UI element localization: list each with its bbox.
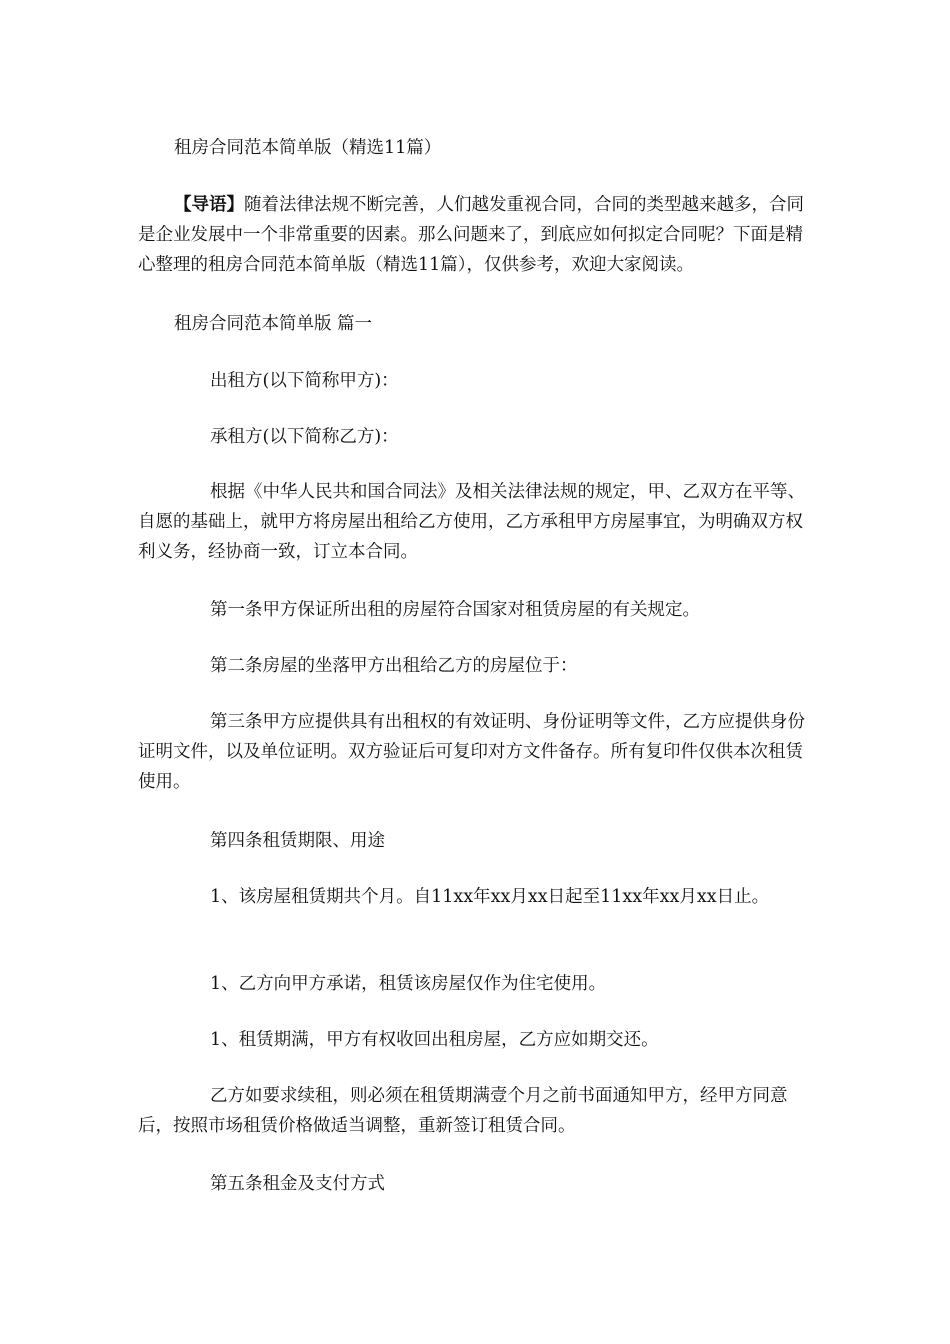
paragraph-preamble: 根据《中华人民共和国合同法》及相关法律法规的规定，甲、乙双方在平等、自愿的基础上，就甲方将房屋出租给乙方使用，乙方承租甲方房屋事宜，为明确双方权利义务，经协商一致，订立本合同。: [138, 482, 805, 562]
paragraph-article-5: 第五条租金及支付方式: [210, 1174, 385, 1194]
document-title: 租房合同范本简单版（精选11篇）: [174, 138, 442, 158]
intro-lead: 【导语】: [174, 195, 244, 215]
paragraph-article-4: 第四条租赁期限、用途: [210, 831, 385, 851]
paragraph-lessee: 承租方(以下简称乙方)：: [210, 427, 399, 447]
paragraph-use: 1、乙方向甲方承诺，租赁该房屋仅作为住宅使用。: [210, 974, 607, 994]
paragraph-article-1: 第一条甲方保证所出租的房屋符合国家对租赁房屋的有关规定。: [210, 600, 700, 620]
paragraph-renewal: 乙方如要求续租，则必须在租赁期满壹个月之前书面通知甲方，经甲方同意后，按照市场租赁价格做适当调整，重新签订租赁合同。: [138, 1086, 788, 1136]
paragraph-article-3: 第三条甲方应提供具有出租权的有效证明、身份证明等文件，乙方应提供身份证明文件，以及单位证明。双方验证后可复印对方文件备存。所有复印件仅供本次租赁使用。: [138, 712, 805, 792]
paragraph-article-2: 第二条房屋的坐落甲方出租给乙方的房屋位于：: [210, 656, 578, 676]
intro-paragraph: [138, 190, 818, 280]
paragraph-lessor: 出租方(以下简称甲方)：: [210, 371, 399, 391]
paragraph-term: 1、该房屋租赁期共个月。自11xx年xx月xx日起至11xx年xx月xx日止。: [210, 887, 770, 907]
intro-text: 随着法律法规不断完善，人们越发重视合同，合同的类型越来越多，合同是企业发展中一个非常重要的因素。那么问题来了，到底应如何拟定合同呢？下面是精心整理的租房合同范本简单版（精选11篇），仅供参考，欢迎大家阅读。: [138, 195, 804, 275]
paragraph-expiry: 1、租赁期满，甲方有权收回出租房屋，乙方应如期交还。: [210, 1030, 659, 1050]
section-heading: 租房合同范本简单版 篇一: [174, 314, 373, 334]
